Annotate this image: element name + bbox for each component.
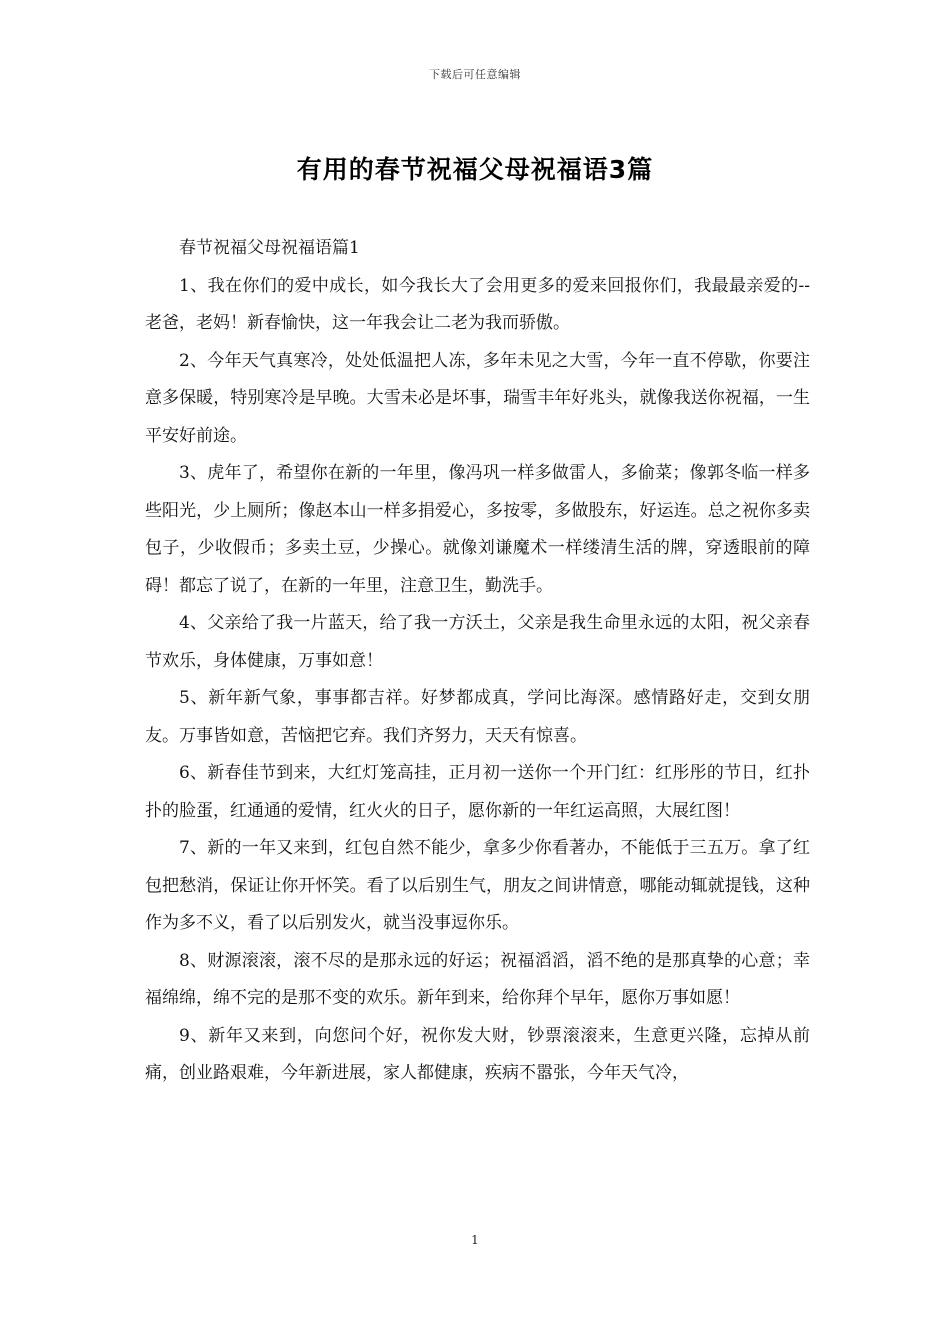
paragraph-8: 8、财源滚滚，滚不尽的是那永远的好运；祝福滔滔，滔不绝的是那真挚的心意；幸福绵绵，绵不完的是那不变的欢乐。新年到来，给你拜个早年，愿你万事如愿！ xyxy=(145,950,810,1008)
paragraph-3: 3、虎年了，希望你在新的一年里，像冯巩一样多做雷人，多偷菜；像郭冬临一样多些阳光，少上厕所；像赵本山一样多捐爱心，多按零，多做股东，好运连。总之祝你多卖包子，少收假币；多卖土豆，少操心。就像刘谦魔术一样缕清生活的牌，穿透眼前的障碍！都忘了说了，在新的一年里，注意卫生，勤洗手。 xyxy=(145,463,810,596)
paragraph-4: 4、父亲给了我一片蓝天，给了我一方沃土，父亲是我生命里永远的太阳，祝父亲春节欢乐，身体健康，万事如意！ xyxy=(145,613,810,671)
section-heading: 春节祝福父母祝福语篇1 xyxy=(179,238,360,258)
document-title: 有用的春节祝福父母祝福语3篇 xyxy=(296,155,654,184)
document-body xyxy=(145,230,810,1093)
paragraph-5: 5、新年新气象，事事都吉祥。好梦都成真，学问比海深。感情路好走，交到女朋友。万事皆如意，苦恼把它弃。我们齐努力，天天有惊喜。 xyxy=(145,688,810,746)
paragraph-9: 9、新年又来到，向您问个好，祝你发大财，钞票滚滚来，生意更兴隆，忘掉从前痛，创业路艰难，今年新进展，家人都健康，疾病不嚣张，今年天气冷， xyxy=(145,1025,810,1083)
paragraph-1: 1、我在你们的爱中成长，如今我长大了会用更多的爱来回报你们，我最最亲爱的--老爸，老妈！新春愉快，这一年我会让二老为我而骄傲。 xyxy=(145,275,810,333)
page-number: 1 xyxy=(471,1233,479,1247)
paragraph-2: 2、今年天气真寒冷，处处低温把人冻，多年未见之大雪，今年一直不停歇，你要注意多保暖，特别寒冷是早晚。大雪未必是坏事，瑞雪丰年好兆头，就像我送你祝福，一生平安好前途。 xyxy=(145,350,810,446)
paragraph-6: 6、新春佳节到来，大红灯笼高挂，正月初一送你一个开门红：红彤彤的节日，红扑扑的脸蛋，红通通的爱情，红火火的日子，愿你新的一年红运高照，大展红图！ xyxy=(145,763,810,821)
paragraph-7: 7、新的一年又来到，红包自然不能少，拿多少你看著办，不能低于三五万。拿了红包把愁消，保证让你开怀笑。看了以后别生气，朋友之间讲情意，哪能动辄就提钱，这种作为多不义，看了以后别发火，就当没事逗你乐。 xyxy=(145,838,810,933)
header-note: 下载后可任意编辑 xyxy=(429,68,521,81)
